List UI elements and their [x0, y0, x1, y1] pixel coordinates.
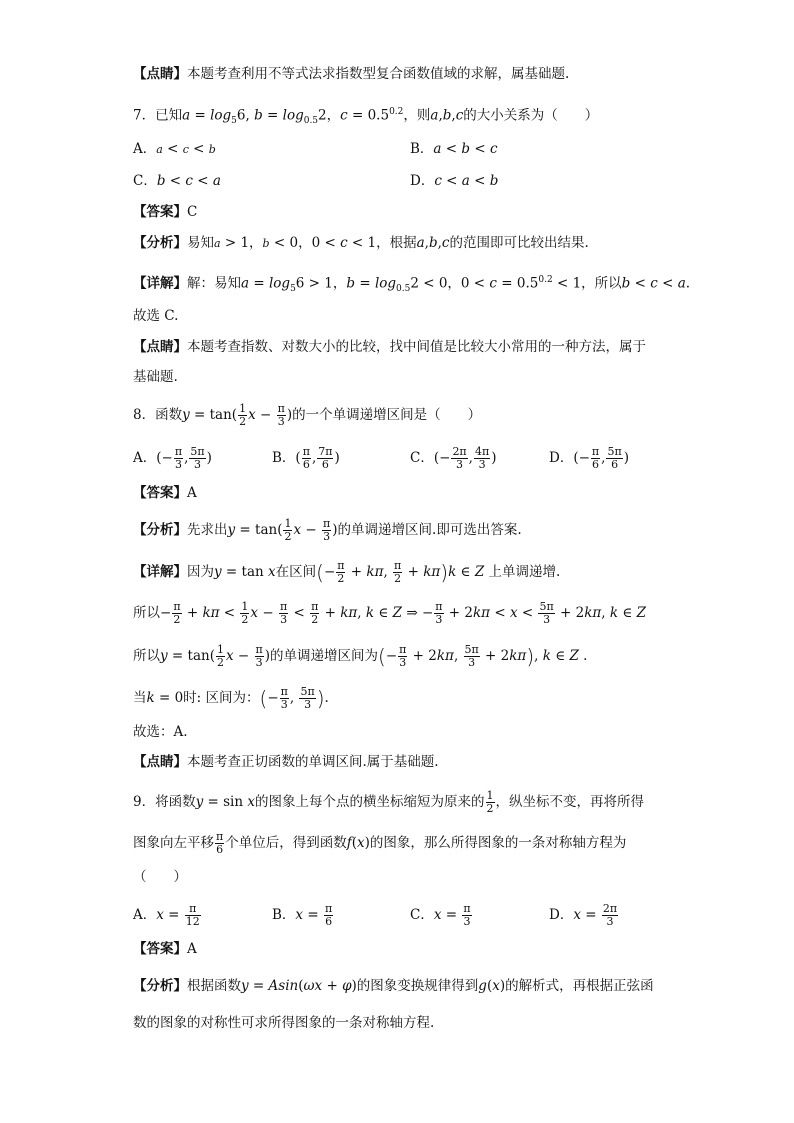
option-label: D． — [549, 907, 574, 923]
q7-answer-value: C — [187, 204, 198, 220]
q9-stem-line1: 9．将函数y = sin x的图象上每个点的横坐标缩短为原来的 $\frac{1}{2}$ ，纵坐标不变，再将所得 — [133, 789, 644, 815]
q8-dianjing-text: 本题考查正切函数的单调区间.属于基础题. — [187, 754, 439, 770]
option-label: A． — [133, 141, 157, 157]
fenxi-label: 【分析】 — [133, 978, 187, 994]
q9-fenxi: 【分析】根据函数y = Asin(ωx + φ)的图象变换规律得到g(x)的解析式，再根据正弦函 — [133, 978, 654, 994]
q9-option-c[interactable]: C．x = $\frac{\pi}{3}$ — [410, 902, 471, 928]
dianjing-label: 【点睛】 — [133, 66, 187, 82]
q9-stem2-mid: 个单位后，得到函数 — [225, 835, 347, 851]
answer-label: 【答案】 — [133, 941, 187, 957]
q7-stem: 7．已知$a = \log_56$, $b = \log_{0.5}2$，$c = 0.5^{0.2}$，则a,b,c的大小关系为（ ） — [133, 107, 599, 127]
option-label: B． — [272, 907, 296, 923]
q9-stem-line3: （ ） — [133, 869, 187, 885]
q8-option-a[interactable]: A．(− $\frac{\pi}{3}$ , $\frac{5\pi}{3}$ ) — [133, 445, 212, 471]
answer-label: 【答案】 — [133, 204, 187, 220]
top-dianjing-text: 本题考查利用不等式法求指数型复合函数值域的求解，属基础题. — [187, 66, 570, 82]
q7-fenxi: 【分析】易知a > 1，b < 0，0 < c < 1，根据a,b,c的范围即可比较出结果. — [133, 235, 589, 251]
dianjing-label: 【点睛】 — [133, 754, 187, 770]
q7-option-a[interactable]: A．a < c < b — [133, 141, 216, 157]
option-label: D． — [410, 173, 435, 189]
q8-stem-prefix: 8．函数 — [133, 407, 183, 423]
q9-answer — [133, 939, 197, 959]
q9-stem2-prefix: 图象向左平移 — [133, 835, 214, 851]
option-label: C． — [133, 173, 157, 189]
q8-step2-prefix: 所以 — [133, 648, 160, 664]
option-label: D． — [549, 450, 574, 466]
q9-option-d[interactable]: D．x = $\frac{2\pi}{3}$ — [549, 902, 618, 928]
q9-stem2-suffix: 的图象，那么所得图象的一条对称轴方程为 — [369, 835, 627, 851]
q7-answer — [133, 202, 197, 222]
option-label: A． — [133, 907, 157, 923]
top-dianjing-line — [133, 64, 569, 84]
q7-stem-mid: ，则 — [403, 107, 431, 124]
q8-xiangjie-prefix: 因为 — [187, 564, 214, 580]
q7-xiangjie: 【详解】解：易知$a = \log_56 > 1$，$b = \log_{0.5}2 < 0$，$0 < c = 0.5^{0.2} < 1$，所以b < c < a. — [133, 275, 691, 295]
q8-step2: 所以y = tan( $\frac{1}{2}$ x − $\frac{\pi}{3}$ )的单调递增区间为(− $\frac{\pi}{3}$ + 2kπ, $\frac{5\pi}{3}$ + 2kπ), k ∈ Z . — [133, 643, 588, 669]
q8-step3-mid: 时: 区间为： — [183, 690, 260, 706]
option-label: C． — [410, 907, 434, 923]
q8-fenxi-suffix: 的单调递增区间.即可选出答案. — [337, 522, 522, 538]
q8-conclusion: 故选：A. — [133, 724, 188, 740]
option-label: B． — [272, 450, 296, 466]
q9-fenxi-suffix: 的解析式，再根据正弦函 — [505, 978, 654, 994]
q8-step2-mid: 的单调递增区间为 — [270, 648, 379, 664]
option-label: B． — [410, 141, 434, 157]
q7-xiangjie-prefix: 解：易知 — [187, 275, 241, 292]
q9-option-b[interactable]: B．x = $\frac{\pi}{6}$ — [272, 902, 333, 928]
q7-dianjing — [133, 337, 646, 357]
q8-answer — [133, 483, 197, 503]
q8-option-c[interactable]: C．(− $\frac{2\pi}{3}$ , $\frac{4\pi}{3}$ ) — [410, 445, 497, 471]
q7-option-c[interactable]: C．b < c < a — [133, 173, 221, 189]
option-label: A． — [133, 450, 157, 466]
q9-stem1-mid: 的图象上每个点的横坐标缩短为原来的 — [255, 794, 485, 810]
xiangjie-label: 【详解】 — [133, 275, 187, 292]
q8-fenxi: 【分析】先求出y = tan( $\frac{1}{2}$ x − $\frac{\pi}{3}$ )的单调递增区间.即可选出答案. — [133, 517, 522, 543]
q9-answer-value: A — [187, 941, 197, 957]
q8-fenxi-prefix: 先求出 — [187, 522, 228, 538]
q7-xiangjie-mid: ，所以 — [581, 275, 622, 292]
q7-option-b[interactable]: B．a < b < c — [410, 141, 498, 157]
q7-option-d[interactable]: D．c < a < b — [410, 173, 499, 189]
q7-fenxi-suffix: 的范围即可比较出结果. — [449, 235, 589, 251]
answer-label: 【答案】 — [133, 485, 187, 501]
q8-xiangjie-suffix: 上单调递增. — [488, 564, 561, 580]
q7-fenxi-prefix: 易知 — [187, 235, 214, 251]
q9-fenxi-prefix: 根据函数 — [187, 978, 241, 994]
q8-option-d[interactable]: D．(− $\frac{\pi}{6}$ , $\frac{5\pi}{6}$ ) — [549, 445, 629, 471]
option-label: C． — [410, 450, 434, 466]
q7-dianjing-line2: 基础题. — [133, 369, 178, 385]
q8-dianjing — [133, 752, 439, 772]
q9-stem-line2: 图象向左平移 $\frac{\pi}{6}$ 个单位后，得到函数f(x)的图象，那么所得图象的一条对称轴方程为 — [133, 830, 627, 856]
q8-step1: 所以− $\frac{\pi}{2}$ + kπ < $\frac{1}{2}$ x − $\frac{\pi}{3}$ < $\frac{\pi}{2}$ + kπ, k ∈ Z ⇒ − $\frac{\pi}{3}$ + 2kπ < x < $\frac{5\pi}{3}$ + 2kπ, k ∈ Z — [133, 600, 647, 626]
q9-fenxi-line2: 数的图象的对称性可求所得图象的一条对称轴方程. — [133, 1015, 435, 1031]
q8-xiangjie: 【详解】因为y = tan x在区间(− $\frac{\pi}{2}$ + kπ, $\frac{\pi}{2}$ + kπ)k ∈ Z 上单调递增. — [133, 559, 561, 585]
dianjing-label: 【点睛】 — [133, 339, 187, 355]
xiangjie-label: 【详解】 — [133, 564, 187, 580]
q7-dianjing-line1: 本题考查指数、对数大小的比较，找中间值是比较大小常用的一种方法，属于 — [187, 339, 646, 355]
q8-step3: 当k = 0时: 区间为：(− $\frac{\pi}{3}$ , $\frac{5\pi}{3}$ ). — [133, 685, 329, 711]
fenxi-label: 【分析】 — [133, 235, 187, 251]
q8-answer-value: A — [187, 485, 197, 501]
q9-stem1-suffix: ，纵坐标不变，再将所得 — [495, 794, 644, 810]
q7-conclusion: 故选 C. — [133, 308, 179, 324]
q7-stem-prefix: 7．已知 — [133, 107, 183, 124]
q8-option-b[interactable]: B．( $\frac{\pi}{6}$ , $\frac{7\pi}{6}$ ) — [272, 445, 340, 471]
q9-stem1-prefix: 9．将函数 — [133, 794, 196, 810]
q8-stem-suffix: 的一个单调递增区间是（ ） — [292, 407, 482, 423]
q8-xiangjie-mid: 在区间 — [275, 564, 317, 580]
q8-stem: 8．函数y = tan( $\frac{1}{2}$ x − $\frac{\pi}{3}$ )的一个单调递增区间是（ ） — [133, 402, 482, 428]
q9-option-a[interactable]: A．x = $\frac{\pi}{12}$ — [133, 902, 200, 928]
q8-step3-prefix: 当 — [133, 690, 147, 706]
q8-step1-prefix: 所以 — [133, 605, 160, 621]
q9-fenxi-mid: 的图象变换规律得到 — [356, 978, 479, 994]
q7-stem-suffix: 的大小关系为（ ） — [463, 107, 599, 124]
fenxi-label: 【分析】 — [133, 522, 187, 538]
